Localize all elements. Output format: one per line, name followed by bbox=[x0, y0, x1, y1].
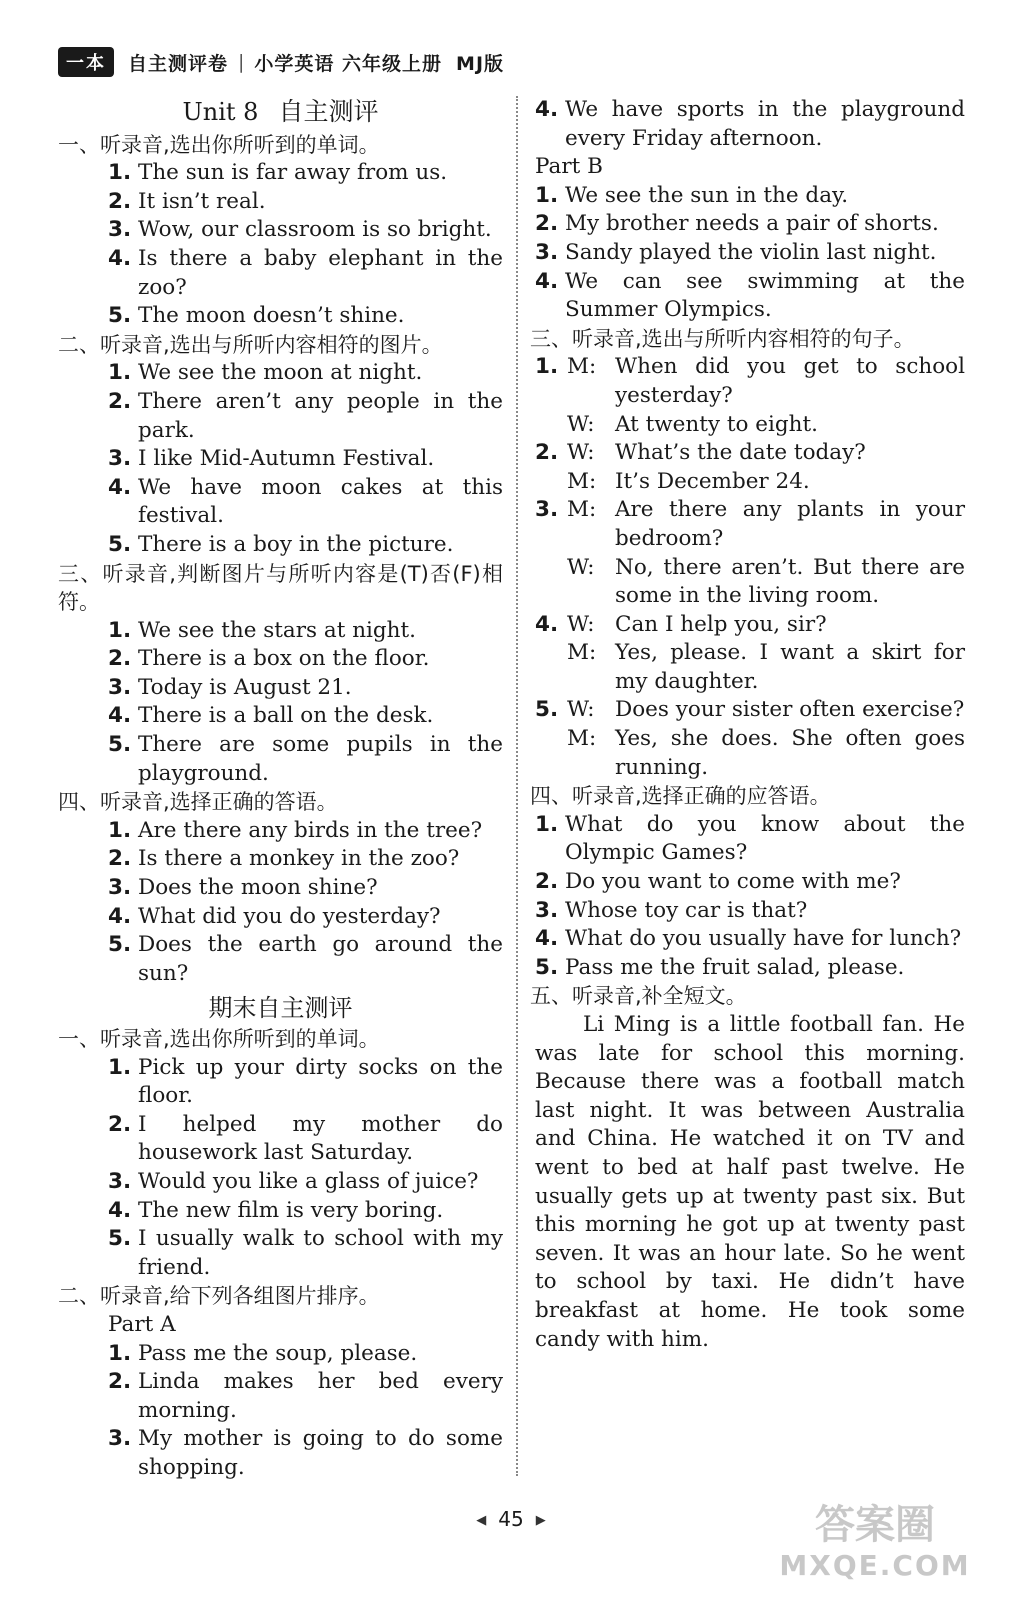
list-item: 3. Today is August 21. bbox=[108, 674, 352, 700]
list-item: 5. There are some pupils in the playground. bbox=[108, 732, 503, 786]
brand-logo: 一本 bbox=[58, 47, 114, 77]
section-heading: 四、听录音,选择正确的应答语。 bbox=[530, 784, 831, 809]
column-divider bbox=[516, 96, 518, 1476]
dialog-line: 3. M: Are there any plants in your bedroom? bbox=[535, 497, 965, 551]
header-separator: | bbox=[238, 51, 245, 73]
final-test-title: 期末自主测评 bbox=[208, 994, 353, 1023]
edition-label: MJ版 bbox=[456, 52, 505, 75]
prev-triangle-icon: ◀ bbox=[476, 1513, 487, 1528]
list-item: 4. What do you usually have for lunch? bbox=[535, 926, 962, 952]
list-item: 4. We have moon cakes at this festival. bbox=[108, 474, 503, 529]
list-item: 3. Would you like a glass of juice? bbox=[108, 1168, 479, 1194]
unit-title bbox=[58, 98, 503, 127]
list-item: 1. Pass me the soup, please. bbox=[108, 1340, 418, 1366]
list-item: 3. I like Mid-Autumn Festival. bbox=[108, 446, 435, 472]
section-heading: 二、听录音,选出与所听内容相符的图片。 bbox=[58, 332, 443, 357]
list-item: 4. We can see swimming at the Summer Olympics. bbox=[535, 268, 965, 323]
dialog-line: 1. M: When did you get to school yesterday? bbox=[535, 354, 965, 408]
list-item: 1. We see the moon at night. bbox=[108, 360, 423, 386]
dialog-line: M: It’s December 24. bbox=[567, 468, 810, 494]
list-item: 5. I usually walk to school with my friend. bbox=[108, 1226, 503, 1280]
list-item: 2. Do you want to come with me? bbox=[535, 869, 901, 895]
list-item: 1. Pick up your dirty socks on the floor. bbox=[108, 1054, 503, 1109]
section-heading: 一、听录音,选出你所听到的单词。 bbox=[58, 1027, 380, 1051]
list-item: 3. Does the moon shine? bbox=[108, 875, 378, 901]
section-heading: 四、听录音,选择正确的答语。 bbox=[58, 790, 338, 815]
list-item: 4. There is a ball on the desk. bbox=[108, 703, 434, 729]
section-heading: 三、听录音,选出与所听内容相符的句子。 bbox=[530, 326, 915, 351]
watermark bbox=[750, 1500, 1000, 1595]
list-item: 2. There aren’t any people in the park. bbox=[108, 388, 503, 443]
list-item: 1. We see the stars at night. bbox=[108, 617, 416, 643]
list-item: 4. We have sports in the playground every Friday afternoon. bbox=[535, 97, 965, 151]
dialog-line: 5. W: Does your sister often exercise? bbox=[535, 697, 965, 723]
list-item: 5. Does the earth go around the sun? bbox=[108, 932, 503, 986]
subject-name: 小学英语 六年级上册 bbox=[254, 52, 443, 75]
dialog-line: W: No, there aren’t. But there are some in the living room. bbox=[567, 554, 965, 609]
part-label: Part B bbox=[535, 154, 603, 180]
page-number: 45 bbox=[498, 1507, 524, 1531]
passage-text: Li Ming is a little football fan. He was late for school this morning. Because there was a football match last night. It was between Australia and China. He watched it on TV and went to bed at half past twelve. He usually gets up at twenty past six. But this morning he got up at twenty past seven. It was an hour late. So he went to school by taxi. He didn’t have breakfast at home. He took some candy with him. bbox=[535, 1012, 965, 1352]
list-item: 5. There is a boy in the picture. bbox=[108, 531, 454, 557]
list-item: 2. I helped my mother do housework last Saturday. bbox=[108, 1111, 503, 1166]
list-item: 1. We see the sun in the day. bbox=[535, 182, 849, 208]
list-item: 3. My mother is going to do some shopping. bbox=[108, 1426, 503, 1480]
right-column bbox=[530, 96, 965, 1354]
list-item: 4. The new film is very boring. bbox=[108, 1197, 444, 1223]
list-item: 2. My brother needs a pair of shorts. bbox=[535, 211, 939, 237]
dialog-line: M: Yes, please. I want a skirt for my daughter. bbox=[567, 640, 965, 694]
list-item: 3. Wow, our classroom is so bright. bbox=[108, 217, 492, 243]
list-item: 4. What did you do yesterday? bbox=[108, 903, 441, 929]
dialog-line: 4. W: Can I help you, sir? bbox=[535, 611, 827, 637]
list-item: 5. The moon doesn’t shine. bbox=[108, 303, 405, 329]
unit-title-cn: 自主测评 bbox=[278, 97, 379, 126]
section-heading: 一、听录音,选出你所听到的单词。 bbox=[58, 132, 380, 157]
watermark-url: MXQE.COM bbox=[779, 1549, 971, 1582]
list-item: 1. What do you know about the Olympic Games? bbox=[535, 811, 965, 866]
list-item: 2. Is there a monkey in the zoo? bbox=[108, 846, 460, 872]
list-item: 4. Is there a baby elephant in the zoo? bbox=[108, 245, 503, 300]
list-item: 1. The sun is far away from us. bbox=[108, 160, 448, 186]
left-column bbox=[58, 96, 503, 1483]
list-item: 3. Whose toy car is that? bbox=[535, 897, 808, 923]
watermark-title: 答案圈 bbox=[815, 1502, 935, 1548]
section-heading: 二、听录音,给下列各组图片排序。 bbox=[58, 1284, 380, 1309]
list-item: 2. There is a box on the floor. bbox=[108, 646, 430, 672]
series-name: 自主测评卷 bbox=[128, 52, 229, 75]
dialog-line: W: At twenty to eight. bbox=[567, 411, 818, 437]
section-heading: 五、听录音,补全短文。 bbox=[530, 984, 747, 1009]
list-item: 2. Linda makes her bed every morning. bbox=[108, 1369, 503, 1423]
dialog-line: 2. W: What’s the date today? bbox=[535, 440, 866, 466]
list-item: 2. It isn’t real. bbox=[108, 188, 266, 214]
section-heading: 三、听录音,判断图片与所听内容是(T)否(F)相符。 bbox=[58, 561, 503, 615]
unit-title-en: Unit 8 bbox=[182, 98, 259, 126]
next-triangle-icon: ▶ bbox=[535, 1513, 546, 1528]
list-item: 5. Pass me the fruit salad, please. bbox=[535, 954, 905, 980]
part-label: Part A bbox=[108, 1311, 176, 1337]
page-header bbox=[58, 44, 504, 80]
list-item: 1. Are there any birds in the tree? bbox=[108, 817, 483, 843]
list-item: 3. Sandy played the violin last night. bbox=[535, 239, 937, 265]
dialog-line: M: Yes, she does. She often goes running. bbox=[567, 726, 965, 780]
